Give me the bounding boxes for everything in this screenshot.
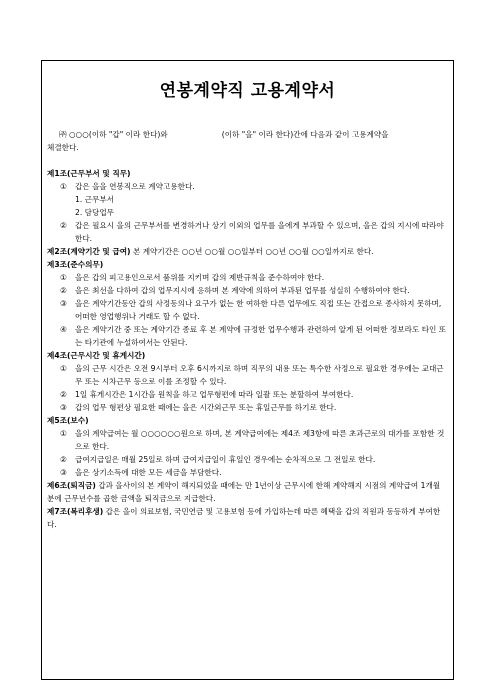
- article-2: [47, 245, 447, 258]
- clause-number: ②: [60, 390, 67, 399]
- clause-item: [47, 284, 447, 297]
- clause-number: ④: [60, 325, 67, 334]
- clause-item: [47, 453, 447, 466]
- document-body: [47, 128, 447, 531]
- clause-item: [47, 427, 447, 453]
- intro-party-a: ㈜ ○○○(이하 "갑" 이라 한다)와: [59, 130, 168, 139]
- clause-number: ②: [60, 286, 67, 295]
- clause-item: [47, 297, 447, 323]
- clause-text: 을은 최선을 다하여 갑의 업무지시에 응하며 본 계약에 의하여 부과된 업무를 성실히 수행하여야 한다.: [75, 286, 410, 295]
- sub-item-dept: 1. 근무부서: [75, 195, 115, 204]
- clause-text: 급여지급일은 매월 25일로 하며 급여지급일이 휴일인 경우에는 순차적으로 그 전일로 한다.: [75, 455, 376, 464]
- clause-text: 갑은 을을 연봉직으로 계약고용한다.: [75, 182, 195, 191]
- clause-number: ③: [60, 403, 67, 412]
- article-5: [47, 414, 447, 479]
- clause-text: 을의 계약급여는 월 ○○○○○○원으로 하며, 본 계약급여에는 제4조 제3항에 따른 초과근로의 대가를 포함한 것으로 한다.: [75, 429, 445, 451]
- article-3: [47, 258, 447, 349]
- article-4: [47, 349, 447, 414]
- clause-text: 갑의 업무 형편상 필요한 때에는 을은 시간외근무 또는 휴일근무를 하기로 한다.: [75, 403, 337, 412]
- clause-text: 을은 상기소득에 대한 모든 세금을 부담한다.: [75, 468, 222, 477]
- clause-number: ②: [60, 221, 67, 230]
- article-title: 제1조(근무부서 및 직무): [47, 169, 131, 178]
- article-text: 본 계약기간은 ○○년 ○○월 ○○일부터 ○○년 ○○월 ○○일까지로 한다.: [132, 247, 374, 256]
- article-title: 제3조(준수의무): [47, 260, 104, 269]
- clause-text: 을은 갑의 피고용인으로서 품위를 지키며 갑의 제반규칙을 준수하여야 한다.: [75, 273, 325, 282]
- sub-item-duty: 2. 담당업무: [75, 208, 115, 217]
- clause-text: 1일 휴게시간은 1시간을 원칙을 하고 업무형편에 따라 일괄 또는 분할하여 부여한다.: [75, 390, 354, 399]
- clause-item: [47, 388, 447, 401]
- clause-number: ①: [60, 182, 67, 191]
- article-title: 제7조(복리후생): [47, 507, 104, 516]
- clause-number: ③: [60, 299, 67, 308]
- article-title: 제5조(보수): [47, 416, 89, 425]
- article-7: [47, 505, 447, 531]
- clause-text: 을의 근무 시간은 오전 9시부터 오후 6시까지로 하며 직무의 내용 또는 특수한 사정으로 필요한 경우에는 교대근무 또는 시차근무 등으로 이를 조정할 수 있다.: [75, 364, 444, 386]
- clause-number: ①: [60, 364, 67, 373]
- clause-item: [47, 466, 447, 479]
- clause-item: [47, 219, 447, 245]
- clause-text: 을은 계약기간 중 또는 계약기간 종료 후 본 계약에 규정한 업무수행과 관련하여 알게 된 어떠한 정보라도 타인 또는 타기관에 누설하여서는 안된다.: [75, 325, 447, 347]
- article-6: [47, 479, 447, 505]
- clause-item: [47, 362, 447, 388]
- article-text: 갑은 을이 의료보험, 국민연금 및 고용보험 등에 가입하는데 따른 혜택을 갑의 직원과 동등하게 부여한다.: [47, 507, 441, 529]
- intro-blank: [168, 128, 218, 141]
- intro-conclusion: 체결한다.: [47, 143, 79, 152]
- clause-number: ①: [60, 429, 67, 438]
- intro-paragraph: [47, 128, 447, 154]
- clause-number: ①: [60, 273, 67, 282]
- clause-number: ②: [60, 455, 67, 464]
- article-title: 제2조(계약기간 및 급여): [47, 247, 131, 256]
- article-1: [47, 167, 447, 245]
- clause-number: ③: [60, 468, 67, 477]
- article-title: 제6조(퇴직금): [47, 481, 96, 490]
- intro-party-b: (이하 "을" 이라 한다)간에 다음과 같이 고용계약을: [221, 130, 389, 139]
- clause-text: 갑은 필요시 을의 근무부서를 변경하거나 상기 이외의 업무를 을에게 부과할 수 있으며, 을은 갑의 지시에 따라야 한다.: [75, 221, 444, 243]
- clause-item: [47, 271, 447, 284]
- clause-item: [47, 401, 447, 414]
- article-text: 갑과 을사이의 본 계약이 해지되었을 때에는 만 1년이상 근무시에 한해 계약해지 시점의 계약급여 1개월분에 근무년수를 곱한 금액을 퇴직금으로 지급한다.: [47, 481, 441, 503]
- article-title: 제4조(근무시간 및 휴게시간): [47, 351, 146, 360]
- clause-item: [47, 323, 447, 349]
- clause-item: [47, 180, 447, 193]
- clause-text: 을은 계약기간동안 갑의 사정동의나 요구가 없는 한 여하한 다른 업무에도 직접 또는 간접으로 종사하지 못하며, 어떠한 영업행위나 거래도 할 수 없다.: [75, 299, 442, 321]
- document-title: 연봉계약직 고용계약서: [159, 81, 336, 101]
